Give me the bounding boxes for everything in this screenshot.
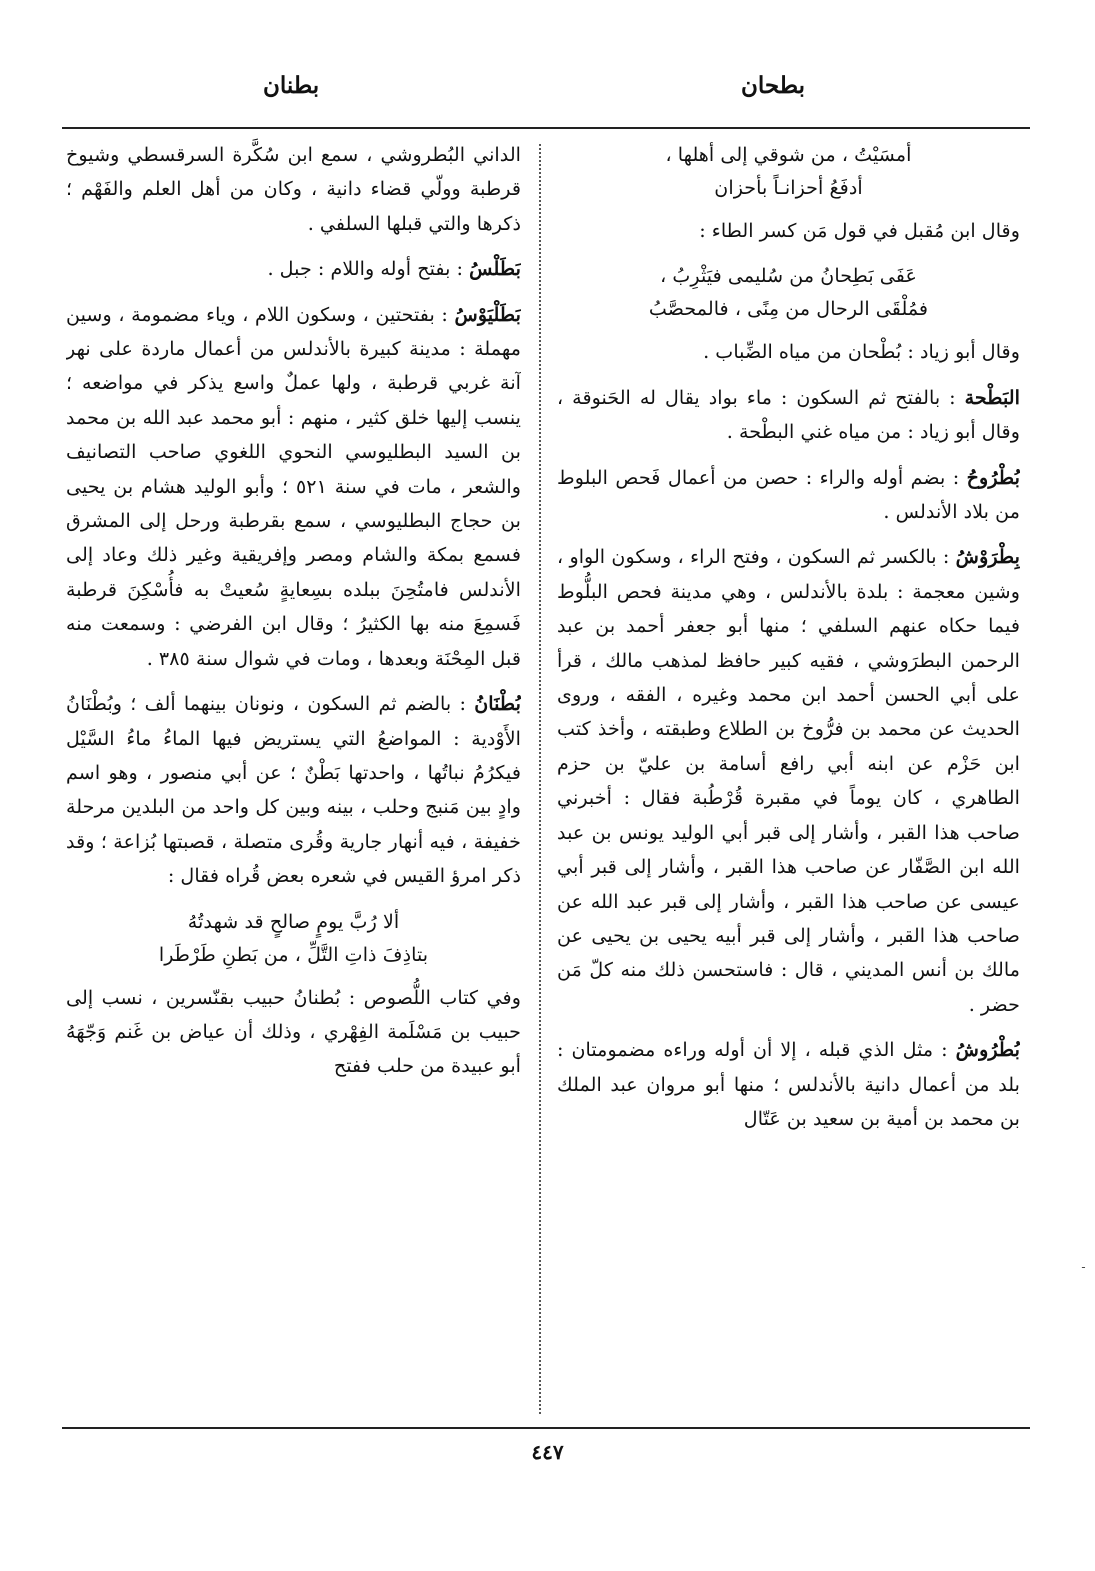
dictionary-entry	[557, 1033, 1020, 1136]
entry-text: : بفتحتين ، وسكون اللام ، وياء مضمومة ، وسين مهملة : مدينة كبيرة بالأندلس من أعمال ماردة على نهر آنة غربي قرطبة ، ولها عملٌ واسع يذكر في مواضعه ؛ ينسب إليها خلق كثير ، منهم : أبو محمد عبد الله بن محمد بن السيد البطليوسي النحوي اللغوي صاحب التصانيف والشعر ، مات في سنة ٥٢١ ؛ وأبو الوليد هشام بن يحيى بن حجاج البطليوسي ، سمع بقرطبة ورحل إلى المشرق فسمع بمكة والشام ومصر وإفريقية وغير ذلك وعاد إلى الأندلس فامتُحِنَ ببلده بسِعايةٍ سُعيتْ به فأُسْكِنَ قرطبة فَسمِعَ منه بها الكثيرُ ؛ وقال ابن الفرضي : وسمعت منه قبل المِحْنَة وبعدها ، ومات في شوال سنة ٣٨٥ .	[66, 302, 521, 670]
column-divider	[539, 144, 541, 1414]
dictionary-entry	[66, 252, 521, 286]
verse-block	[557, 259, 1020, 325]
dictionary-entry	[66, 687, 521, 893]
entry-text: : مثل الذي قبله ، إلا أن أوله وراءه مضمومتان : بلد من أعمال دانية بالأندلس ؛ منها أبو مروان عبد الملك بن محمد بن أمية بن سعيد بن عَتّال	[557, 1038, 1020, 1130]
entry-headword: بَطَلْيَوْسُ	[454, 302, 521, 326]
verse-line: فمُلْقَى الرحال من مِنًى ، فالمحصَّبُ	[648, 297, 929, 321]
dictionary-entry	[557, 540, 1020, 1022]
entry-text: : بالكسر ثم السكون ، وفتح الراء ، وسكون الواو ، وشين معجمة : بلدة بالأندلس ، وهي مدينة فحص البلُّوط فيما حكاه عنهم السلفي ؛ منها أبو جعفر أحمد بن عبد الرحمن البطرَوشي ، فقيه كبير حافظ لمذهب مالك ، قرأ على أبي الحسن أحمد ابن محمد وغيره ، الفقه ، وروى الحديث عن محمد بن فرُّوخ بن الطلاع وطبقته ، وأخذ كتب ابن حَزْم عن ابنه أبي رافع أسامة بن عليّ بن حزم الطاهري ، كان يوماً في مقبرة قُرْطُبة فقال : أخبرني صاحب هذا القبر ، وأشار إلى قبر أبي الوليد يونس بن عبد الله ابن الصَّفّار عن صاحب هذا القبر ، وأشار إلى قبر أبي عيسى عن صاحب هذا القبر ، وأشار إلى قبر عبد الله عن صاحب هذا القبر ، وأشار إلى قبر أبيه يحيى بن يحيى عن مالك بن أنس المديني ، قال : فاستحسن ذلك منه كلّ مَن حضر .	[557, 545, 1020, 1016]
entry-text: : بالفتح ثم السكون : ماء بواد يقال له الحَنوقة ، وقال أبو زياد : من مياه غني البطْحة .	[557, 385, 1020, 444]
verse-line: بتاذِفَ ذاتِ التَّلِّ ، من بَطنِ طَرْطَرا	[158, 942, 429, 966]
entry-text: : بفتح أوله واللام : جبل .	[267, 257, 463, 281]
entry-headword: بُطْرُوحُ	[966, 465, 1020, 489]
dictionary-entry	[66, 298, 521, 676]
verse-line: أمسَيْتُ ، من شوقي إلى أهلها ،	[665, 143, 912, 166]
entry-headword: بَطَلْسُ	[469, 257, 521, 281]
paragraph: وقال أبو زياد : بُطْحان من مياه الضِّباب .	[703, 340, 1020, 364]
margin-mark: ـ	[1082, 1260, 1085, 1271]
verse-line: ألا رُبَّ يومٍ صالحٍ قد شهدتُهُ	[187, 909, 400, 933]
entry-headword: بُطْرُوشُ	[955, 1038, 1020, 1062]
right-column	[557, 138, 1020, 1428]
paragraph: وقال ابن مُقبل في قول مَن كسر الطاء :	[699, 219, 1020, 242]
running-head-right: بطحان	[740, 72, 805, 99]
footer-rule	[62, 1427, 1030, 1429]
dictionary-entry	[557, 461, 1020, 530]
verse-block	[66, 905, 521, 971]
verse-line: عَفَى بَطِحانُ من سُليمى فيَثْرِبُ ،	[660, 264, 917, 288]
entry-headword: البَطْحة	[964, 385, 1020, 409]
left-column	[66, 138, 521, 1428]
entry-headword: بِطْرَوْشُ	[955, 545, 1020, 569]
running-head-left: بطنان	[263, 72, 320, 99]
paragraph: وفي كتاب اللُّصوص : بُطنانُ حبيب بقنّسرين ، نسب إلى حبيب بن مَسْلَمة الفِهْري ، وذلك أن عياض بن غَنم وَجّهَهُ أبو عبيدة من حلب ففتح	[66, 985, 521, 1078]
entry-headword: بُطْنَانُ	[474, 692, 521, 716]
header-rule	[62, 127, 1030, 129]
entry-text: : بالضم ثم السكون ، ونونان بينهما ألف ؛ وبُطْنَانُ الأَوْدية : المواضعُ التي يستريض فيها الماءُ ماءُ السَّيْل فيكرُمُ نباتُها ، واحدتها بَطْنٌ ؛ عن أبي منصور ، وهو اسم وادٍ بين مَنبج وحلب ، بينه وبين كل واحد من البلدين مرحلة خفيفة ، فيه أنهار جارية وقُرى متصلة ، قصبتها بُزاعة ؛ وقد ذكر امرؤ القيس في شعره بعض قُراه فقال :	[66, 692, 521, 888]
page-number: ٤٤٧	[531, 1440, 564, 1464]
dictionary-entry	[557, 381, 1020, 450]
verse-block	[557, 138, 1020, 204]
paragraph: الداني البُطروشي ، سمع ابن سُكَّرة السرقسطي وشيوخ قرطبة وولّي قضاء دانية ، وكان من أهل العلم والفَهْم ؛ ذكرها والتي قبلها السلفي .	[66, 143, 521, 235]
entry-text: : بضم أوله والراء : حصن من أعمال فَحص البلوط من بلاد الأندلس .	[557, 465, 1020, 524]
verse-line: أدفَعُ أحزانـاً بأحزان	[714, 176, 863, 199]
